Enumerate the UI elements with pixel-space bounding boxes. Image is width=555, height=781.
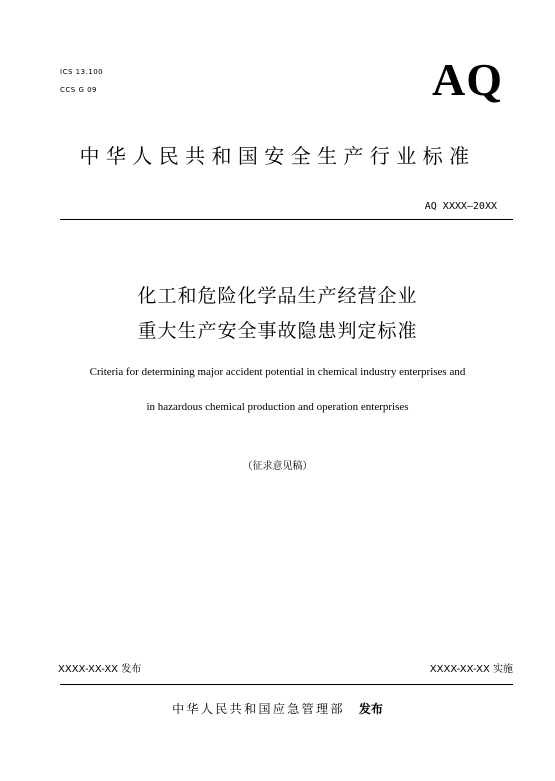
ics-code: ICS 13.100	[60, 68, 104, 76]
title-english-line-2: in hazardous chemical production and operation enterprises	[146, 401, 409, 413]
issuer-name: 中华人民共和国应急管理部	[172, 702, 345, 716]
draft-status-note: （征求意见稿）	[242, 461, 313, 472]
header-divider	[60, 219, 513, 220]
title-chinese-line-1: 化工和危险化学品生产经营企业	[137, 285, 418, 307]
issuer-line	[0, 700, 555, 718]
standard-number: AQ XXXX—20XX	[424, 201, 497, 212]
footer-divider	[60, 684, 513, 685]
aq-logo: AQ	[432, 54, 503, 105]
title-english-line-1: Criteria for determining major accident potential in chemical industry enterprises and	[89, 366, 466, 378]
publish-date: XXXX-XX-XX 发布	[58, 664, 142, 675]
issued-label: 发布	[358, 702, 383, 716]
standard-type-heading: 中华人民共和国安全生产行业标准	[79, 144, 476, 168]
ccs-code: CCS G 09	[60, 86, 98, 94]
effective-date: XXXX-XX-XX 实施	[429, 664, 513, 675]
title-chinese-line-2: 重大生产安全事故隐患判定标准	[137, 320, 418, 342]
